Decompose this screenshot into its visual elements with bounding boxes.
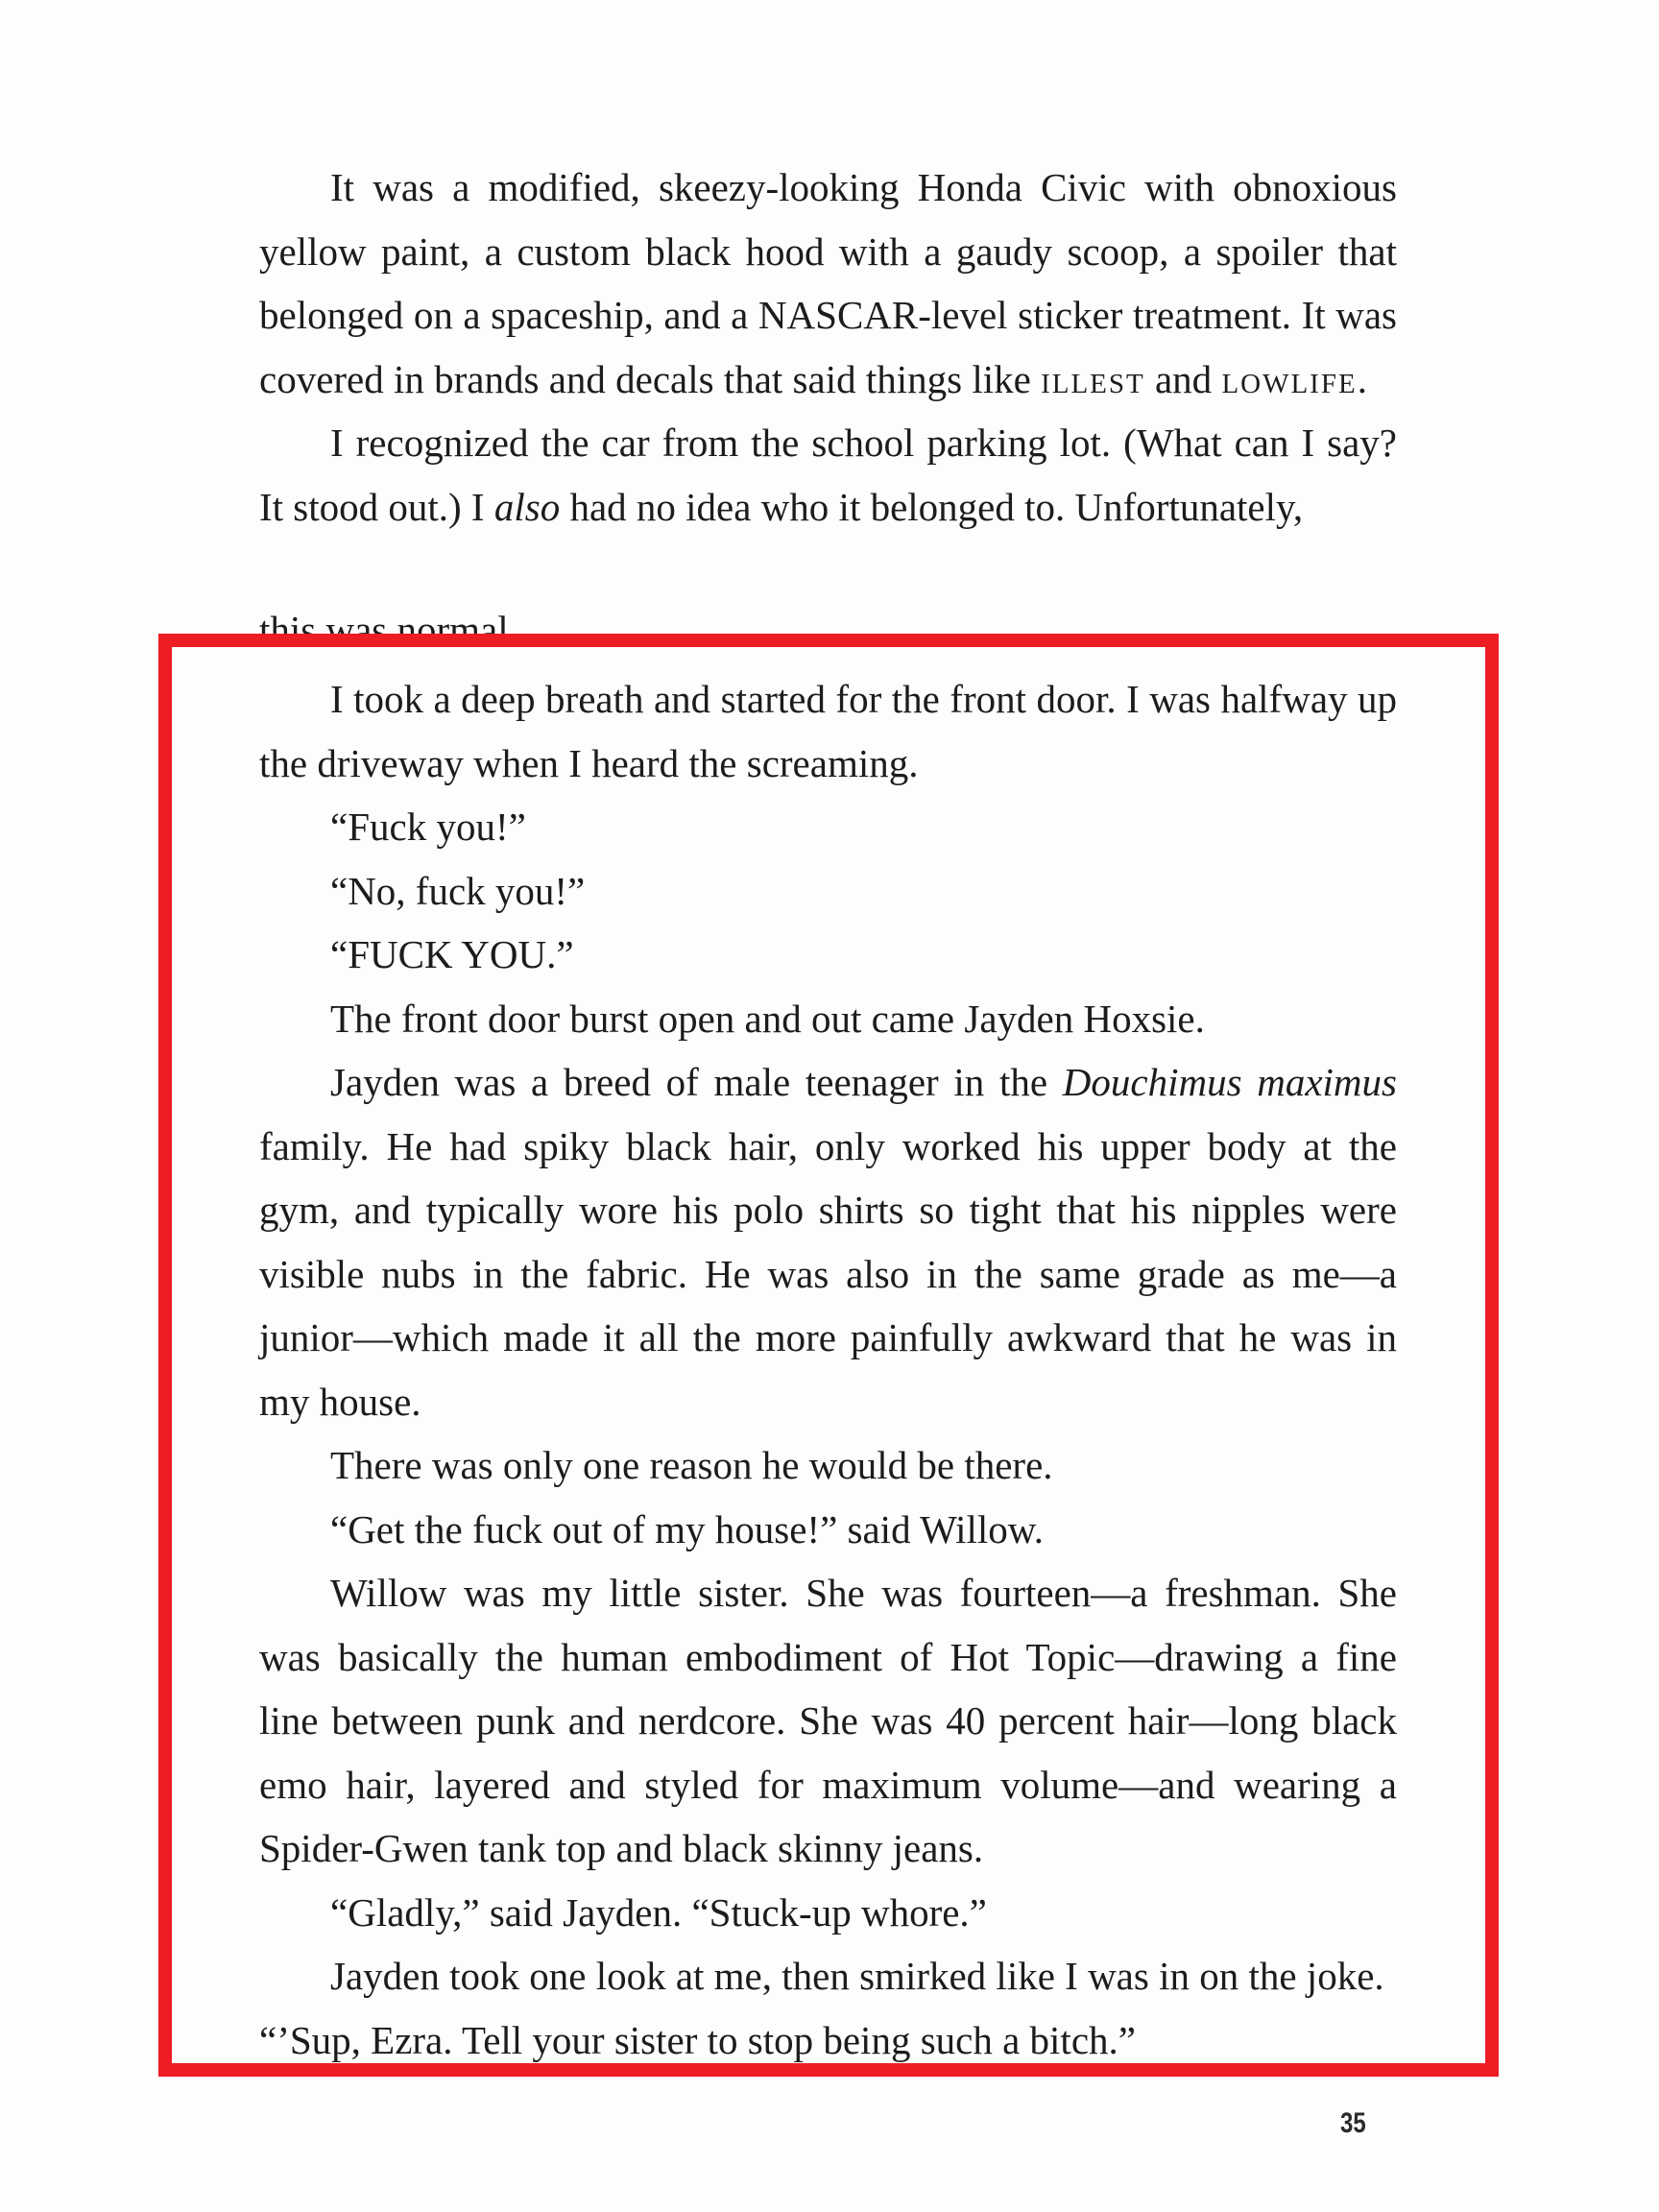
- text-run: had no idea who it belonged to. Unfortunately,: [560, 484, 1304, 529]
- paragraph-car-description: [259, 156, 1397, 411]
- partially-hidden-line: [259, 598, 931, 652]
- text-run: I recognized the car from the school parking lot. (What can I say? It stood out.) I: [259, 421, 1397, 529]
- paragraph-willow-description: Willow was my little sister. She was fourteen—a freshman. She was basically the human embodiment of Hot Topic—drawing a fine line between punk and nerdcore. She was 40 percent hair—long black emo hair, layered and styled for maximum volume—and wearing a Spider-Gwen tank top and black skinny jeans.: [259, 1571, 1397, 1870]
- paragraph-one-reason: There was only one reason he would be there.: [330, 1443, 1053, 1487]
- italic-douchimus-maximus: Douchimus maximus: [1062, 1060, 1397, 1104]
- top-text-block: [259, 156, 1397, 539]
- clipped-line-text: this was normal.: [259, 608, 518, 652]
- paragraph-smirk: Jayden took one look at me, then smirked like I was in on the joke.: [330, 1954, 1384, 1998]
- dialogue-line: “No, fuck you!”: [330, 868, 586, 913]
- text-run: family. He had spiky black hair, only worked his upper body at the gym, and typically wore his polo shirts so tight that his nipples were visible nubs in the fabric. He was also in the same grade as me—a junior—which made it all the more painfully awkward that he was in my house.: [259, 1123, 1397, 1424]
- dialogue-line: “Fuck you!”: [330, 805, 526, 849]
- paragraph-recognized-car: [259, 411, 1397, 539]
- paragraph-deep-breath: I took a deep breath and started for the front door. I was halfway up the driveway when I heard the screaming.: [259, 677, 1397, 785]
- text-run: Jayden was a breed of male teenager in the: [330, 1060, 1063, 1104]
- text-run: and: [1144, 356, 1222, 401]
- small-caps-illest: illest: [1041, 356, 1145, 401]
- italic-also: also: [493, 484, 561, 529]
- small-caps-lowlife: lowlife: [1221, 356, 1358, 401]
- dialogue-line: “Get the fuck out of my house!” said Willow.: [330, 1506, 1045, 1551]
- text-run: It was a modified, skeezy-looking Honda Civic with obnoxious yellow paint, a custom black hood with a gaudy scoop, a spoiler that belonged on a spaceship, and a NASCAR-level sticker treatment. It was covered in brands and decals that said things like: [259, 165, 1397, 401]
- dialogue-line: “Gladly,” said Jayden. “Stuck-up whore.”: [330, 1889, 987, 1935]
- dialogue-line: “FUCK YOU.”: [330, 932, 574, 976]
- page-number: 35: [1340, 2107, 1366, 2139]
- dialogue-line-last: “’Sup, Ezra. Tell your sister to stop being such a bitch.”: [259, 2017, 1136, 2062]
- paragraph-front-door: The front door burst open and out came Jayden Hoxsie.: [330, 996, 1205, 1041]
- red-highlight-box: [158, 634, 1499, 2077]
- text-run: .: [1357, 356, 1367, 401]
